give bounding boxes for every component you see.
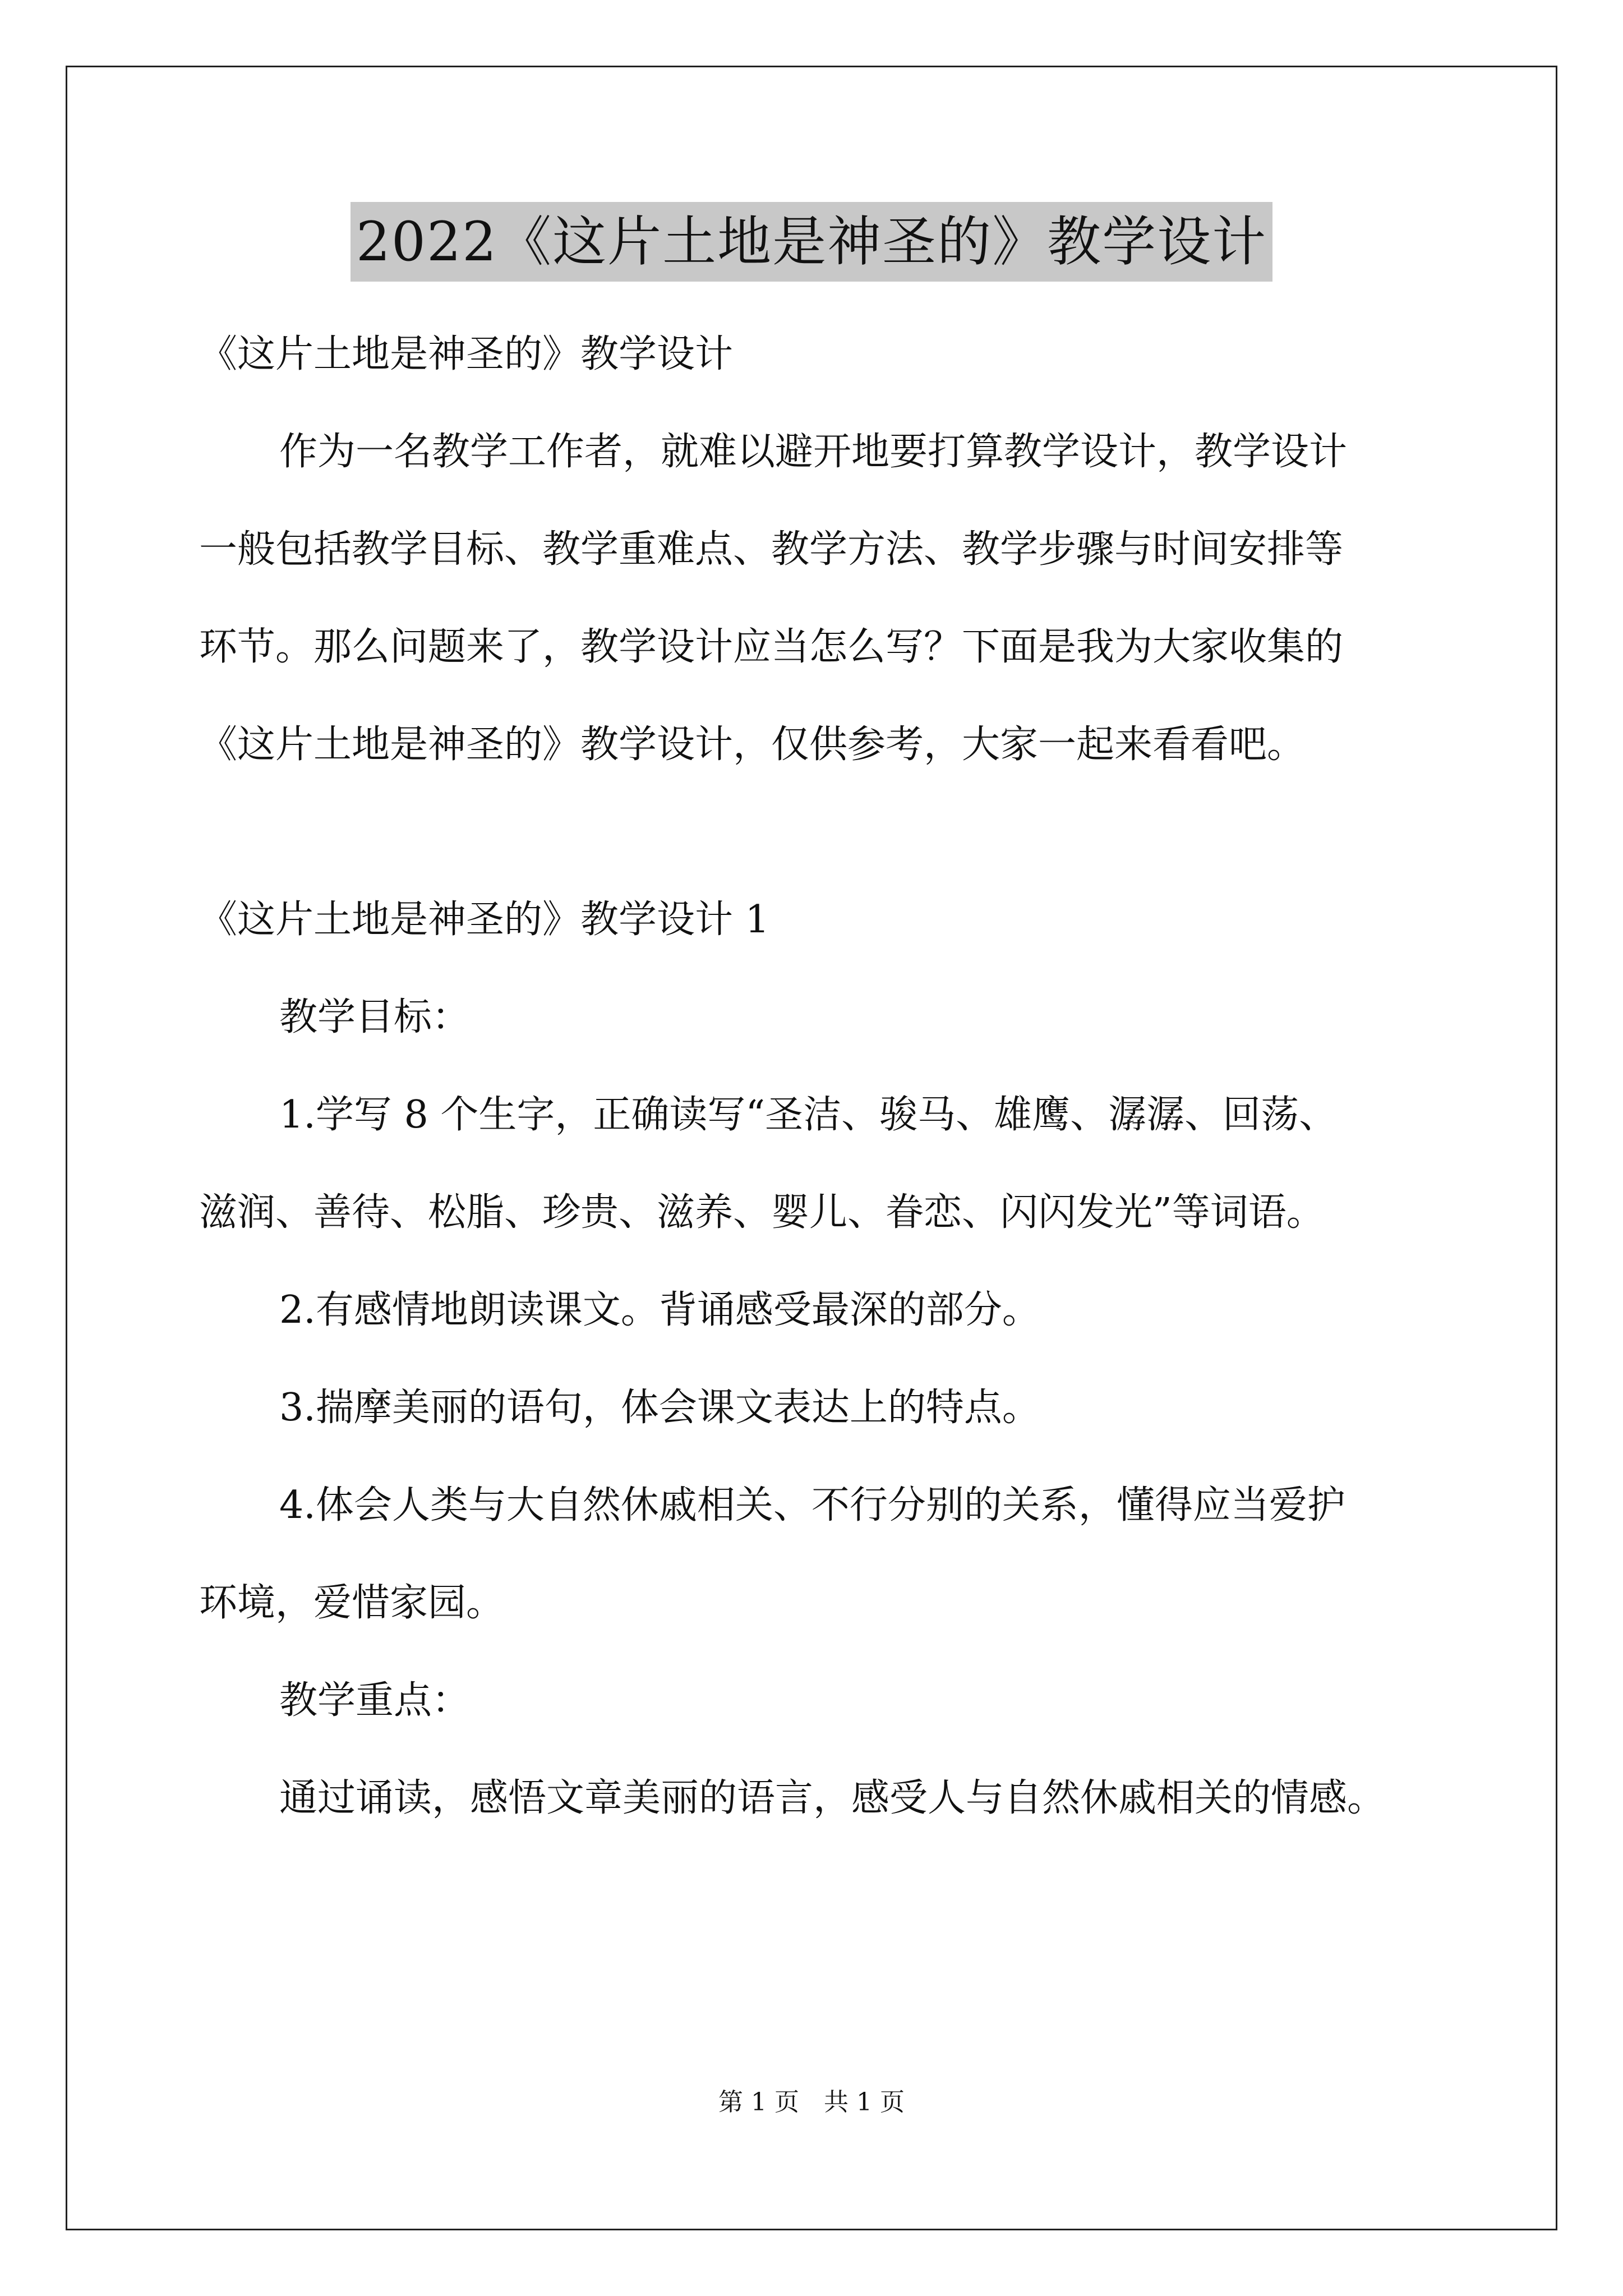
goals-heading: 教学目标： bbox=[279, 995, 471, 1039]
goal-line: 4.体会人类与大自然休戚相关、不行分别的关系，懂得应当爱护 bbox=[279, 1483, 1345, 1527]
goal-item-2: 2.有感情地朗读课文。背诵感受最深的部分。 bbox=[279, 1288, 1040, 1332]
intro-line: 环节。那么问题来了，教学设计应当怎么写？下面是我为大家收集的 bbox=[199, 625, 1344, 669]
goal-line: 环境，爱惜家园。 bbox=[199, 1581, 505, 1625]
goal-line: 滋润、善待、松脂、珍贵、滋养、婴儿、眷恋、闪闪发光”等词语。 bbox=[199, 1190, 1325, 1235]
page-number: 第 1 页 共 1 页 bbox=[718, 2088, 905, 2116]
focus-text: 通过诵读，感悟文章美丽的语言，感受人与自然休戚相关的情感。 bbox=[279, 1776, 1386, 1820]
intro-line: 作为一名教学工作者，就难以避开地要打算教学设计，教学设计 bbox=[279, 430, 1348, 474]
goal-line: 1.学写 8 个生字，正确读写“圣洁、骏马、雄鹰、潺潺、回荡、 bbox=[279, 1093, 1338, 1137]
intro-line: 一般包括教学目标、教学重难点、教学方法、教学步骤与时间安排等 bbox=[199, 527, 1344, 572]
document-title: 2022《这片土地是神圣的》教学设计 bbox=[351, 202, 1272, 282]
intro-paragraph bbox=[199, 403, 1433, 794]
title-container bbox=[0, 202, 1623, 282]
focus-heading: 教学重点： bbox=[279, 1678, 471, 1723]
page-footer bbox=[0, 2086, 1623, 2119]
document-body bbox=[199, 306, 1433, 1847]
section-spacer bbox=[199, 794, 1433, 871]
section-heading: 《这片土地是神圣的》教学设计 1 bbox=[199, 898, 769, 942]
subtitle: 《这片土地是神圣的》教学设计 bbox=[199, 332, 734, 376]
intro-line: 《这片土地是神圣的》教学设计，仅供参考，大家一起来看看吧。 bbox=[199, 723, 1306, 767]
goal-item-1 bbox=[199, 1066, 1433, 1262]
goal-item-4 bbox=[199, 1457, 1433, 1652]
goal-item-3: 3.揣摩美丽的语句，体会课文表达上的特点。 bbox=[279, 1386, 1040, 1430]
